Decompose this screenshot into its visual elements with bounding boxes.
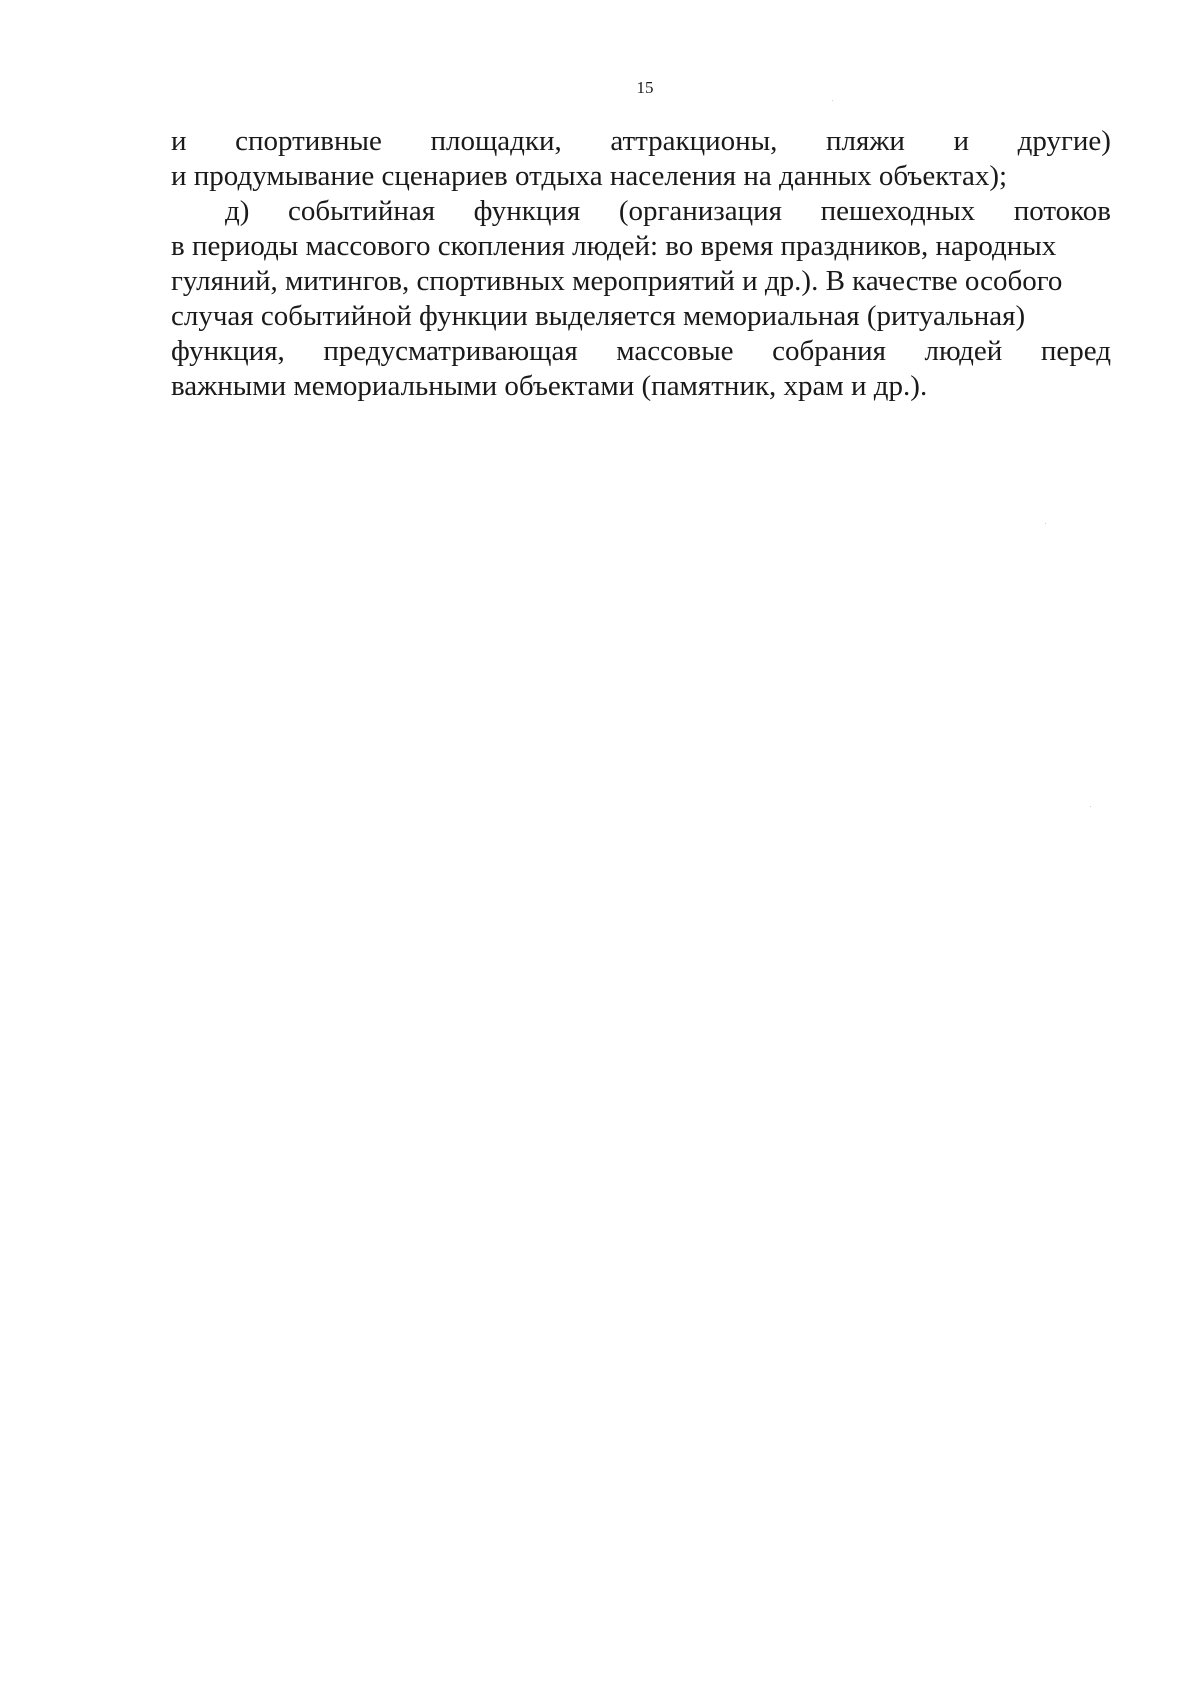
word: пешеходных: [820, 195, 976, 227]
page-number: 15: [636, 78, 654, 97]
word: предусматривающая: [323, 335, 578, 367]
word: событийная: [288, 195, 436, 227]
scan-speck: [1045, 523, 1046, 524]
text-line-4: в периоды массового скопления людей: во время праздников, народных: [171, 230, 1057, 262]
body-text: [171, 124, 1111, 404]
word: потоков: [1013, 195, 1111, 227]
word: площадки,: [430, 125, 562, 157]
word: людей: [924, 335, 1003, 367]
word: спортивные: [235, 125, 382, 157]
scan-speck: [832, 100, 833, 101]
word: и: [171, 125, 187, 157]
scan-speck: [1090, 806, 1091, 807]
text-line-7: [171, 334, 1111, 369]
word: пляжи: [826, 125, 905, 157]
word: и: [953, 125, 970, 157]
word: массовые: [616, 335, 734, 367]
text-line-5: гуляний, митингов, спортивных мероприятий и др.). В качестве особого: [171, 265, 1063, 297]
word: собрания: [772, 335, 886, 367]
text-line-1: [171, 124, 1111, 159]
word: (организация: [618, 195, 782, 227]
text-line-8: важными мемориальными объектами (памятник, храм и др.).: [171, 370, 928, 402]
word: функция: [473, 195, 581, 227]
word: другие): [1017, 125, 1111, 157]
text-line-3: [171, 194, 1111, 229]
text-line-2: и продумывание сценариев отдыха населения на данных объектах);: [171, 160, 1008, 192]
word: аттракционы,: [610, 125, 778, 157]
word: функция,: [171, 335, 285, 367]
text-line-6: случая событийной функции выделяется мемориальная (ритуальная): [171, 300, 1026, 332]
word: д): [225, 195, 250, 227]
word: перед: [1040, 335, 1111, 367]
